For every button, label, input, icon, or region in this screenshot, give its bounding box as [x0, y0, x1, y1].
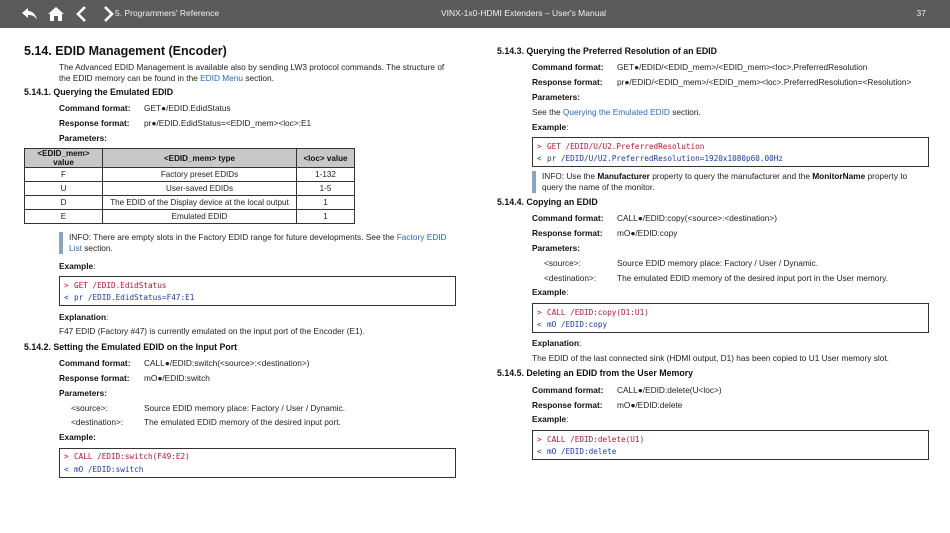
code-recv-line: < pr /EDID/U/U2.PreferredResolution=1920x1080p60.00Hz	[537, 154, 784, 164]
table-cell: U	[25, 182, 103, 196]
code-recv: mO /EDID:delete	[547, 447, 617, 456]
command-format-label: Command format	[59, 103, 128, 114]
code-recv-line: < pr /EDID.EdidStatus=F47:E1	[64, 293, 195, 303]
command-format-value: GET●/EDID.EdidStatus	[144, 103, 231, 114]
previous-icon[interactable]	[72, 4, 92, 24]
code-recv-line: < mO /EDID:delete	[537, 447, 617, 456]
response-format-label: Response format	[59, 372, 127, 383]
code-recv-line: < mO /EDID:switch	[64, 464, 144, 474]
see-paragraph	[532, 104, 929, 119]
param-destination-desc: The emulated EDID memory of the desired input port in the User memory.	[617, 272, 888, 283]
code-recv: mO /EDID:switch	[74, 464, 144, 474]
parameters-label: Parameters:	[59, 132, 107, 143]
table-cell: F	[25, 168, 103, 182]
table-header-row	[25, 149, 355, 168]
back-icon[interactable]	[20, 4, 40, 24]
command-format-value: CALL●/EDID:copy(<source>:<destination>)	[617, 213, 777, 224]
header-section[interactable]: 5. Programmers' Reference	[115, 8, 220, 18]
param-destination-desc: The emulated EDID memory of the desired input port.	[144, 417, 341, 428]
param-destination-name: <destination>:	[544, 272, 597, 283]
explanation-label: Explanation	[532, 338, 580, 349]
table-row	[25, 196, 355, 210]
code-example	[532, 430, 929, 460]
command-format-value: GET●/EDID/<EDID_mem>/<EDID_mem><loc>.PreferredResolution	[617, 62, 868, 73]
info-text-end: property to query the name of the monitor.	[542, 170, 908, 192]
code-send: GET /EDID.EdidStatus	[74, 280, 167, 290]
table-cell: 1-5	[297, 182, 355, 196]
command-format-row: Command format: GET●/EDID.EdidStatus	[59, 103, 231, 114]
response-format-label: Response format	[532, 77, 600, 88]
param-destination-row	[59, 415, 456, 430]
command-format-label: Command format	[532, 62, 601, 73]
code-example	[59, 276, 456, 306]
info-text: property to query the manufacturer and the	[649, 170, 813, 181]
table-header: <loc> value	[297, 149, 355, 168]
param-source-desc: Source EDID memory place: Factory / User / Dynamic.	[617, 257, 819, 268]
info-box-manufacturer	[532, 171, 929, 193]
code-recv-line: < mO /EDID:copy	[537, 320, 608, 330]
edid-memory-table	[24, 148, 355, 224]
command-format-label: Command format	[532, 384, 601, 395]
explanation-text: F47 EDID (Factory #47) is currently emulated on the input port of the Encoder (E1).	[59, 326, 365, 337]
factory-edid-list-link[interactable]: Factory EDID List	[69, 232, 447, 254]
table-row	[25, 168, 355, 182]
example-label: Example	[532, 121, 567, 132]
parameters-label: Parameters:	[59, 387, 107, 398]
response-format-value: mO●/EDID:switch	[144, 372, 210, 383]
monitorname-property: MonitorName	[812, 170, 866, 181]
code-example	[532, 303, 929, 333]
code-send-line: > GET /EDID.EdidStatus	[64, 280, 167, 290]
table-cell: D	[25, 196, 103, 210]
header-title: VINX-1x0-HDMI Extenders – User's Manual	[441, 8, 607, 18]
heading-5-14-1: 5.14.1. Querying the Emulated EDID	[24, 87, 174, 97]
response-format-label: Response format	[532, 399, 600, 410]
intro-text-end: section.	[243, 73, 274, 83]
home-icon[interactable]	[46, 4, 66, 24]
see-text: See the	[532, 106, 561, 117]
table-header: <EDID_mem> type	[103, 149, 297, 168]
example-label: Example	[59, 260, 94, 271]
response-format-value: mO●/EDID:copy	[617, 228, 678, 239]
table-row	[25, 182, 355, 196]
example-label: Example	[532, 287, 567, 298]
explanation-label: Explanation	[59, 311, 107, 322]
table-cell: 1-132	[297, 168, 355, 182]
parameters-label: Parameters:	[532, 242, 580, 253]
table-cell: 1	[297, 210, 355, 224]
heading-5-14-2: 5.14.2. Setting the Emulated EDID on the Input Port	[24, 341, 238, 352]
page-number: 37	[916, 8, 926, 18]
table-row	[25, 210, 355, 224]
info-box-empty-slots	[59, 232, 456, 254]
parameters-label: Parameters:	[532, 91, 580, 102]
code-example	[59, 448, 456, 478]
code-send-line: > CALL /EDID:delete(U1)	[537, 434, 645, 444]
info-text: INFO: Use the	[542, 170, 598, 181]
code-example	[532, 137, 929, 167]
response-format-value: pr●/EDID.EdidStatus=<EDID_mem><loc>:E1	[144, 118, 312, 129]
param-source-desc: Source EDID memory place: Factory / User / Dynamic.	[144, 402, 346, 413]
command-format-label: Command format	[59, 358, 128, 369]
code-send: CALL /EDID:delete(U1)	[547, 434, 645, 444]
right-column: 5.14.3. Querying the Preferred Resolution of an EDID Command format: GET●/EDID/<EDID_mem>/<EDID_mem><loc>.PreferredResolution Response format: pr●/EDID/<EDID_mem>/<EDID_mem><loc>.PreferredResolution=<Resolution> Parameters: See the Querying the Emulated EDID section. Example : > GET /EDID/U/U2.PreferredResolution < pr /EDID/U/U2.PreferredResolution=1920x1080p60.00Hz INFO: Use the Manufacturer property to query the manufacturer and the MonitorName property to query the name of the monitor. 5.14.4. Copying an EDID Command format: CALL●/EDID:copy(<source>:<destination>) Response format: mO●/EDID:copy Parameters: <source>: Source EDID memory place: Factory / User / Dynamic. <destination>: The emulated EDID memory of the desired input port in the User memory. Example : > CALL /EDID:copy(D1:U1) < mO /EDID:copy Explanation : The EDID of the last connected sink (HDMI output, D1) has been copied to U1 User memory slot. 5.14.5. Deleting an EDID from the User Memory Command format: CALL●/EDID:delete(U<loc>) Response format: mO●/EDID:delete Example : > CALL /EDID:delete(U1) < mO /EDID:delete	[497, 44, 929, 463]
see-text-end: section.	[672, 106, 701, 117]
header-bar	[0, 0, 950, 28]
code-recv: pr /EDID.EdidStatus=F47:E1	[74, 293, 195, 303]
response-format-value: mO●/EDID:delete	[617, 399, 683, 410]
example-label: Example	[532, 414, 567, 425]
heading-5-14-4: 5.14.4. Copying an EDID	[497, 196, 598, 207]
table-cell: Factory preset EDIDs	[103, 168, 297, 182]
table-cell: E	[25, 210, 103, 224]
edid-menu-link[interactable]: EDID Menu	[200, 73, 244, 83]
explanation-text: The EDID of the last connected sink (HDMI output, D1) has been copied to U1 User memory slot.	[532, 352, 889, 363]
intro-text: The Advanced EDID Management is available also by sending LW3 protocol commands. The structure of the EDID memory can be found in the	[59, 62, 445, 83]
response-format-label: Response format	[532, 228, 600, 239]
nav-icons	[20, 4, 118, 24]
manufacturer-property: Manufacturer	[597, 170, 650, 181]
param-source-name: <source>:	[71, 402, 108, 413]
section-title-5-14: 5.14. EDID Management (Encoder)	[24, 44, 227, 58]
left-column: 5.14. EDID Management (Encoder) The Advanced EDID Management is available also by sending LW3 protocol commands. The structure of the EDID memory can be found in the EDID Menu section. 5.14.1. Querying the Emulated EDID Command format: GET●/EDID.EdidStatus Response format: pr●/EDID.EdidStatus=<EDID_mem><loc>:E1 Parameters: <EDID_mem> value <EDID_mem> type <loc> value F Factory preset EDIDs 1-132 U User-saved EDIDs 1-5 D The EDID of the Display device at the local output 1 E Emulated EDID 1 INFO: There are empty slots in the Factory EDID range for future developments. See the Factory EDID List section. Example : > GET /EDID.EdidStatus < pr /EDID.EdidStatus=F47:E1 Explanation : F47 EDID (Factory #47) is currently emulated on the input port of the Encoder (E1). 5.14.2. Setting the Emulated EDID on the Input Port Command format: CALL●/EDID:switch(<source>:<destination>) Response format: mO●/EDID:switch Parameters: <source>: Source EDID memory place: Factory / User / Dynamic. <destination>: The emulated EDID memory of the desired input port. Example: > CALL /EDID:switch(F49:E2) < mO /EDID:switch	[24, 44, 456, 481]
param-destination-row	[532, 270, 929, 285]
param-source-row	[59, 400, 456, 415]
intro-paragraph	[24, 62, 456, 84]
code-send-line: > GET /EDID/U/U2.PreferredResolution	[537, 141, 705, 151]
table-cell: 1	[297, 196, 355, 210]
table-cell: User-saved EDIDs	[103, 182, 297, 196]
example-label: Example:	[59, 432, 96, 443]
param-source-row	[532, 255, 929, 270]
heading-5-14-3: 5.14.3. Querying the Preferred Resolution of an EDID	[497, 46, 717, 56]
param-destination-name: <destination>:	[71, 417, 124, 428]
table-cell: Emulated EDID	[103, 210, 297, 224]
heading-5-14-5: 5.14.5. Deleting an EDID from the User Memory	[497, 368, 694, 379]
param-source-name: <source>:	[544, 257, 581, 268]
querying-emulated-edid-link[interactable]: Querying the Emulated EDID	[562, 106, 670, 117]
info-text: INFO: There are empty slots in the Factory EDID range for future developments. See the	[69, 232, 397, 243]
code-send-line: > CALL /EDID:copy(D1:U1)	[537, 307, 649, 317]
command-format-label: Command format	[532, 213, 601, 224]
command-format-value: CALL●/EDID:switch(<source>:<destination>)	[144, 358, 310, 369]
response-format-label: Response format	[59, 118, 127, 129]
info-text-end: section.	[81, 243, 113, 254]
response-format-row: Response format: pr●/EDID.EdidStatus=<EDID_mem><loc>:E1	[59, 118, 312, 129]
code-send: CALL /EDID:copy(D1:U1)	[547, 307, 649, 317]
code-recv: pr /EDID/U/U2.PreferredResolution=1920x1080p60.00Hz	[547, 154, 784, 164]
code-send: CALL /EDID:switch(F49:E2)	[74, 452, 190, 462]
code-send: GET /EDID/U/U2.PreferredResolution	[547, 141, 705, 151]
table-header: <EDID_mem> value	[25, 149, 103, 168]
response-format-value: pr●/EDID/<EDID_mem>/<EDID_mem><loc>.PreferredResolution=<Resolution>	[617, 77, 912, 88]
table-cell: The EDID of the Display device at the local output	[103, 196, 297, 210]
command-format-value: CALL●/EDID:delete(U<loc>)	[617, 384, 722, 395]
code-send-line: > CALL /EDID:switch(F49:E2)	[64, 452, 190, 462]
code-recv: mO /EDID:copy	[547, 320, 608, 330]
